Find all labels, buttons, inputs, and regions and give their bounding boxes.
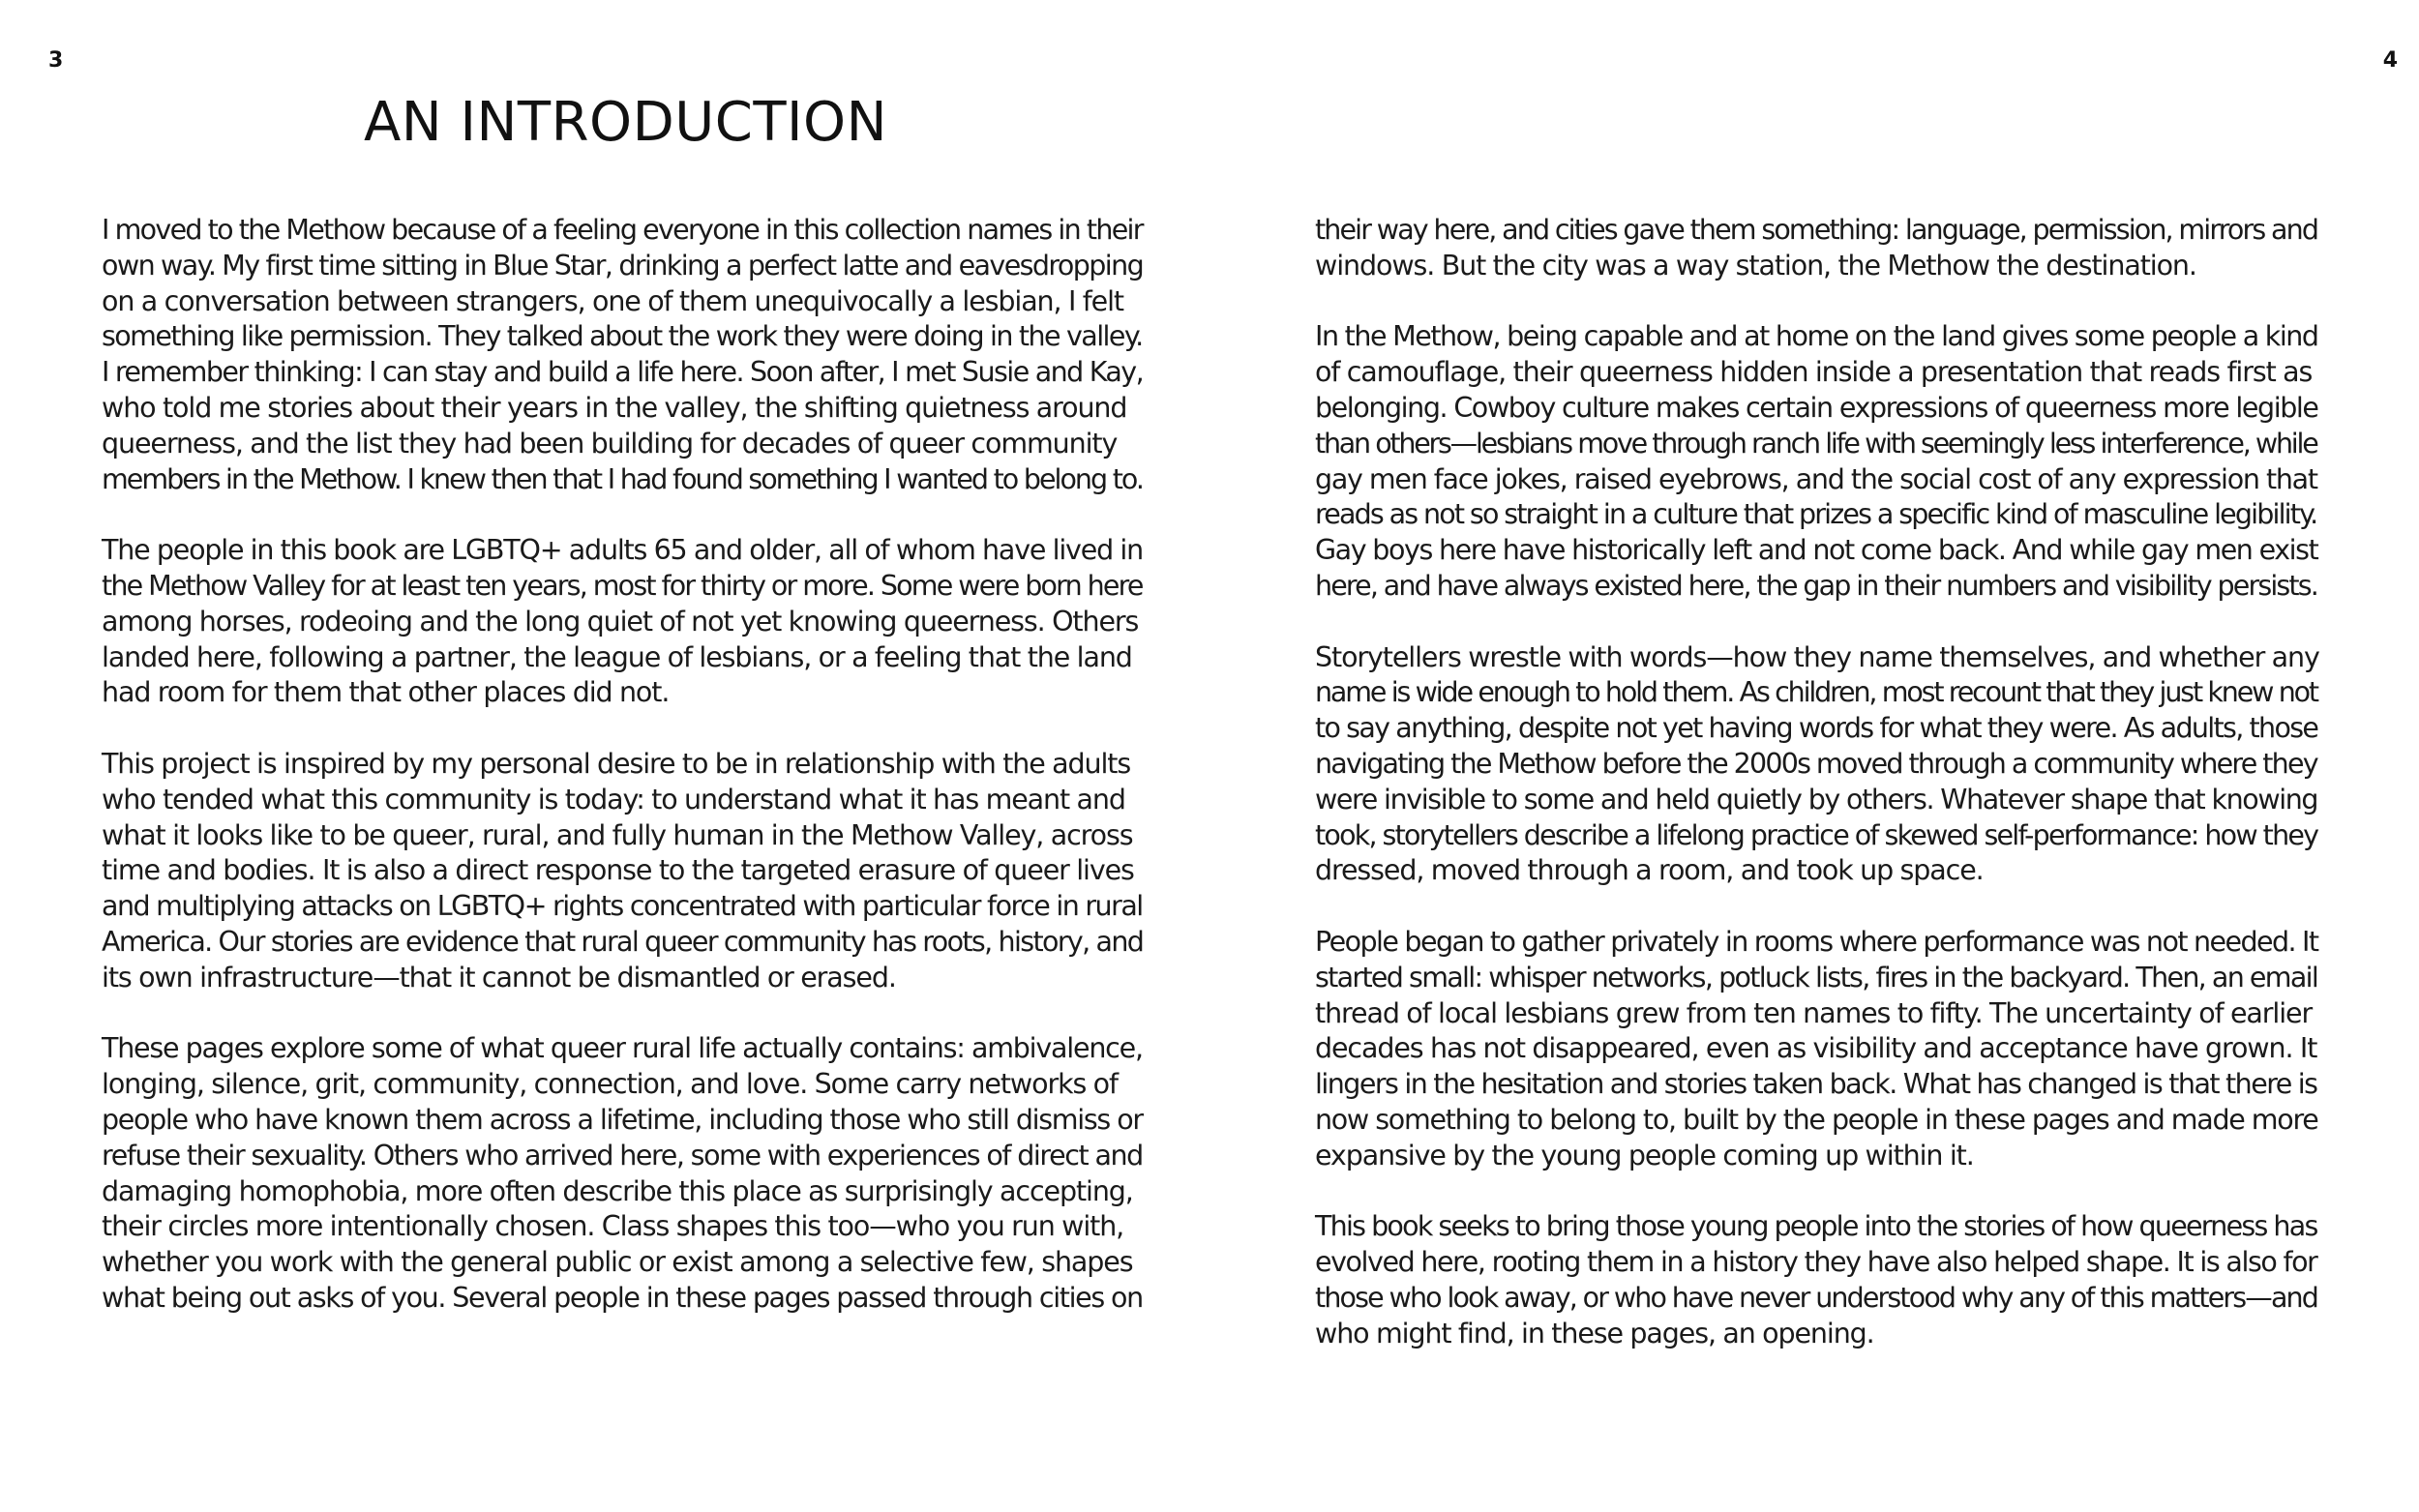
text-line: took, storytellers describe a lifelong practice of skewed self-performance: how they: [1315, 818, 2318, 851]
paragraph: [1315, 319, 2321, 604]
text-line: Storytellers wrestle with words—how they name themselves, and whether any: [1315, 640, 2319, 673]
text-line: damaging homophobia, more often describe this place as surprisingly accepting,: [102, 1174, 1133, 1207]
text-line: on a conversation between strangers, one of them unequivocally a lesbian, I felt: [102, 284, 1123, 317]
text-line: windows. But the city was a way station, the Methow the destination.: [1315, 249, 2196, 282]
paragraph: [1315, 925, 2321, 1174]
text-line: belonging. Cowboy culture makes certain expressions of queerness more legible: [1315, 391, 2318, 424]
text-line: landed here, following a partner, the league of lesbians, or a feeling that the land: [102, 640, 1132, 673]
text-line: dressed, moved through a room, and took up space.: [1315, 854, 1984, 887]
text-line: This project is inspired by my personal desire to be in relationship with the adults: [102, 747, 1131, 780]
text-line: gay men face jokes, raised eyebrows, and the social cost of any expression that: [1315, 462, 2317, 495]
text-line: This book seeks to bring those young people into the stories of how queerness has: [1315, 1210, 2317, 1243]
page-number-left: 3: [48, 48, 64, 73]
text-line: Gay boys here have historically left and not come back. And while gay men exist: [1315, 534, 2318, 567]
text-line: something like permission. They talked about the work they were doing in the valley.: [102, 320, 1143, 353]
paragraph: [102, 213, 1147, 497]
text-line: were invisible to some and held quietly by others. Whatever shape that knowing: [1315, 783, 2318, 815]
text-line: These pages explore some of what queer rural life actually contains: ambivalence,: [102, 1032, 1143, 1065]
text-line: among horses, rodeoing and the long quiet of not yet knowing queerness. Others: [102, 605, 1139, 637]
text-line: who tended what this community is today: to understand what it has meant and: [102, 783, 1125, 815]
text-line: America. Our stories are evidence that rural queer community has roots, history, and: [102, 925, 1144, 958]
text-line: those who look away, or who have never understood why any of this matters—and: [1315, 1281, 2318, 1314]
paragraph: [1315, 1209, 2321, 1351]
right-text-column: [1315, 213, 2321, 1387]
text-line: here, and have always existed here, the gap in their numbers and visibility persists.: [1315, 569, 2317, 602]
text-line: I remember thinking: I can stay and build a life here. Soon after, I met Susie and Kay,: [102, 356, 1144, 389]
paragraph: [1315, 640, 2321, 890]
text-line: People began to gather privately in rooms where performance was not needed. It: [1315, 925, 2318, 958]
text-line: what being out asks of you. Several people in these pages passed through cities on: [102, 1281, 1143, 1314]
page-number-right: 4: [2382, 48, 2398, 73]
text-line: In the Methow, being capable and at home on the land gives some people a kind: [1315, 320, 2318, 353]
text-line: and multiplying attacks on LGBTQ+ rights concentrated with particular force in rural: [102, 890, 1143, 923]
text-line: refuse their sexuality. Others who arrived here, some with experiences of direct and: [102, 1139, 1143, 1171]
text-line: members in the Methow. I knew then that I had found something I wanted to belong to.: [102, 462, 1143, 495]
text-line: of camouflage, their queerness hidden inside a presentation that reads first as: [1315, 356, 2313, 389]
text-line: thread of local lesbians grew from ten names to fifty. The uncertainty of earlier: [1315, 996, 2313, 1029]
left-text-column: [102, 213, 1147, 1352]
text-line: lingers in the hesitation and stories taken back. What has changed is that there is: [1315, 1068, 2317, 1101]
text-line: their way here, and cities gave them something: language, permission, mirrors and: [1315, 214, 2318, 246]
text-line: evolved here, rooting them in a history they have also helped shape. It is also for: [1315, 1246, 2317, 1279]
text-line: had room for them that other places did not.: [102, 676, 670, 709]
paragraph: [102, 1031, 1147, 1316]
text-line: people who have known them across a lifetime, including those who still dismiss or: [102, 1103, 1143, 1136]
paragraph: [1315, 213, 2321, 284]
text-line: whether you work with the general public or exist among a selective few, shapes: [102, 1246, 1133, 1279]
text-line: I moved to the Methow because of a feeling everyone in this collection names in their: [102, 214, 1143, 246]
text-line: what it looks like to be queer, rural, and fully human in the Methow Valley, across: [102, 818, 1133, 851]
text-line: its own infrastructure—that it cannot be dismantled or erased.: [102, 961, 896, 993]
text-line: expansive by the young people coming up within it.: [1315, 1139, 1974, 1171]
text-line: to say anything, despite not yet having words for what they were. As adults, those: [1315, 712, 2318, 745]
text-line: navigating the Methow before the 2000s moved through a community where they: [1315, 747, 2317, 780]
text-line: than others—lesbians move through ranch life with seemingly less interference, while: [1315, 427, 2317, 460]
text-line: The people in this book are LGBTQ+ adults 65 and older, all of whom have lived in: [102, 534, 1143, 567]
paragraph: [102, 747, 1147, 996]
text-line: reads as not so straight in a culture that prizes a specific kind of masculine legibility.: [1315, 498, 2317, 531]
text-line: who told me stories about their years in the valley, the shifting quietness around: [102, 391, 1127, 424]
text-line: name is wide enough to hold them. As children, most recount that they just knew not: [1315, 676, 2317, 709]
paragraph: [102, 533, 1147, 711]
page-title: AN INTRODUCTION: [364, 91, 888, 154]
text-line: who might find, in these pages, an opening.: [1315, 1317, 1874, 1349]
text-line: the Methow Valley for at least ten years, most for thirty or more. Some were born here: [102, 569, 1143, 602]
text-line: their circles more intentionally chosen. Class shapes this too—who you run with,: [102, 1210, 1124, 1243]
text-line: own way. My first time sitting in Blue Star, drinking a perfect latte and eavesdropping: [102, 249, 1144, 282]
text-line: queerness, and the list they had been building for decades of queer community: [102, 427, 1118, 460]
text-line: time and bodies. It is also a direct response to the targeted erasure of queer lives: [102, 854, 1134, 887]
text-line: decades has not disappeared, even as visibility and acceptance have grown. It: [1315, 1032, 2317, 1065]
text-line: now something to belong to, built by the people in these pages and made more: [1315, 1103, 2318, 1136]
text-line: longing, silence, grit, community, connection, and love. Some carry networks of: [102, 1068, 1118, 1101]
text-line: started small: whisper networks, potluck lists, fires in the backyard. Then, an email: [1315, 961, 2318, 993]
